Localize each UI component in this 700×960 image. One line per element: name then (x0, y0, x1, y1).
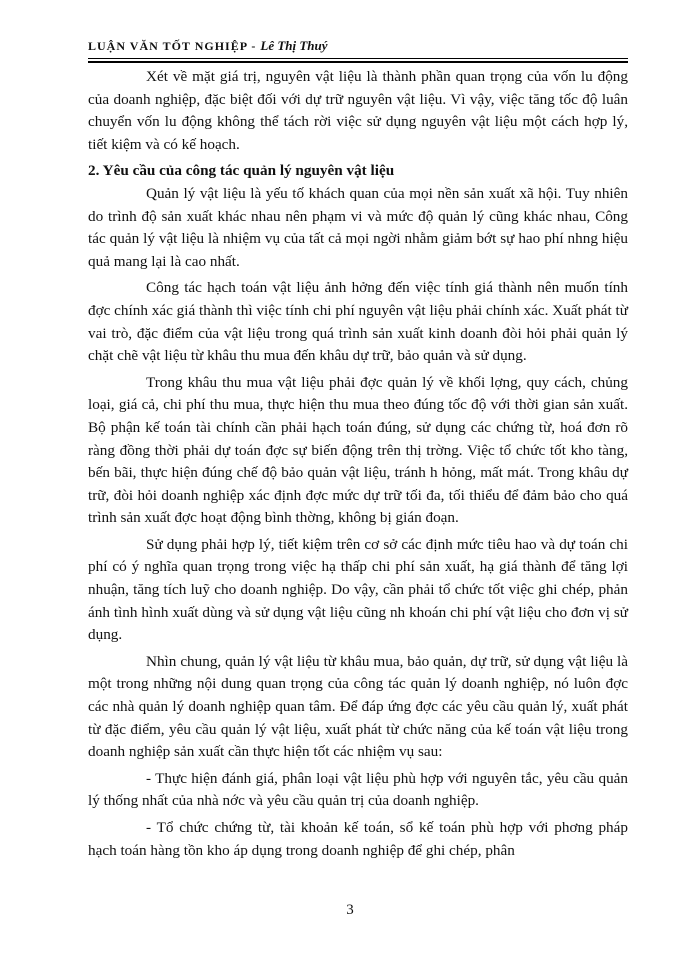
paragraph-7: - Thực hiện đánh giá, phân loại vật liệu phù hợp với nguyên tắc, yêu cầu quản lý thống nhất của nhà nớc và yêu cầu quản trị của doanh nghiệp. (88, 769, 628, 810)
page-body (88, 66, 628, 862)
paragraph-2: Quản lý vật liệu là yếu tố khách quan của mọi nền sản xuất xã hội. Tuy nhiên do trình độ sản xuất khác nhau nên phạm vi và mức độ quản lý cũng khác nhau, Công tác quản lý vật liệu là nhiệm vụ của tất cả mọi ngời nhằm giảm bớt sự hao phí nhng hiệu quả mang lại là cao nhất. (88, 184, 628, 270)
section-heading: 2. Yêu cầu của công tác quản lý nguyên vật liệu (88, 162, 395, 180)
paragraph-6: Nhìn chung, quản lý vật liệu từ khâu mua, bảo quản, dự trữ, sử dụng vật liệu là một trong những nội dung quan trọng của công tác quản lý doanh nghiệp, nó luôn đợc các nhà quản lý doanh nghiệp quan tâm. Để đáp ứng đợc các yêu cầu quản lý, xuất phát từ đặc điểm, yêu cầu quản lý vật liệu, xuất phát từ chức năng của kế toán vật liệu trong doanh nghiệp sản xuất cần thực hiện tốt các nhiệm vụ sau: (88, 652, 628, 761)
page-number: 3 (346, 902, 354, 918)
paragraph-5: Sử dụng phải hợp lý, tiết kiệm trên cơ sở các định mức tiêu hao và dự toán chi phí có ý nghĩa quan trọng trong việc hạ thấp chi phí sản xuất, hạ giá thành để tăng lợi nhuận, tăng tích luỹ cho doanh nghiệp. Do vậy, cần phải tổ chức tốt việc ghi chép, phản ánh tình hình xuất dùng và sử dụng vật liệu cũng nh khoán chi phí vật liệu cho đơn vị sử dụng. (88, 535, 628, 644)
paragraph-4: Trong khâu thu mua vật liệu phải đợc quản lý về khối lợng, quy cách, chủng loại, giá cả, chi phí thu mua, thực hiện thu mua theo đúng tốc độ với thời gian sản xuất. Bộ phận kế toán tài chính cần phải hạch toán đúng, sử dụng các chứng từ, hoá đơn rõ ràng đồng thời phải dự toán đợc sự biến động trên thị trờng. Việc tổ chức tốt kho tàng, bến bãi, thực hiện đúng chế độ bảo quản vật liệu, tránh h hỏng, mất mát. Trong khâu dự trữ, đòi hỏi doanh nghiệp xác định đợc mức dự trữ tối đa, tối thiểu để đảm bảo cho quá trình sản xuất đợc hoạt động bình thờng, không bị gián đoạn. (88, 373, 628, 527)
running-header (88, 38, 328, 54)
paragraph-1: Xét về mặt giá trị, nguyên vật liệu là thành phần quan trọng của vốn lu động của doanh nghiệp, đặc biệt đối với dự trữ nguyên vật liệu. Vì vậy, việc tăng tốc độ luân chuyển vốn lu động không thể tách rời việc sử dụng nguyên vật liệu một cách hợp lý, tiết kiệm và có kế hoạch. (88, 68, 628, 153)
header-thesis-title: LUẬN VĂN TỐT NGHIỆP - (88, 39, 261, 53)
header-rule-thick (88, 61, 628, 63)
paragraph-8: - Tổ chức chứng từ, tài khoản kế toán, sổ kế toán phù hợp với phơng pháp hạch toán hàng tồn kho áp dụng trong doanh nghiệp để ghi chép, phân (88, 819, 628, 859)
header-rule-thin (88, 58, 628, 59)
paragraph-3: Công tác hạch toán vật liệu ảnh hởng đến việc tính giá thành nên muốn tính đợc chính xác giá thành thì việc tính chi phí nguyên vật liệu phải chính xác. Xuất phát từ vai trò, đặc điểm của vật liệu trong quá trình sản xuất kinh doanh đòi hỏi phải quản lý chặt chẽ vật liệu từ khâu thu mua đến khâu dự trữ, bảo quản và sử dụng. (88, 279, 628, 365)
header-author: Lê Thị Thuý (260, 38, 328, 53)
